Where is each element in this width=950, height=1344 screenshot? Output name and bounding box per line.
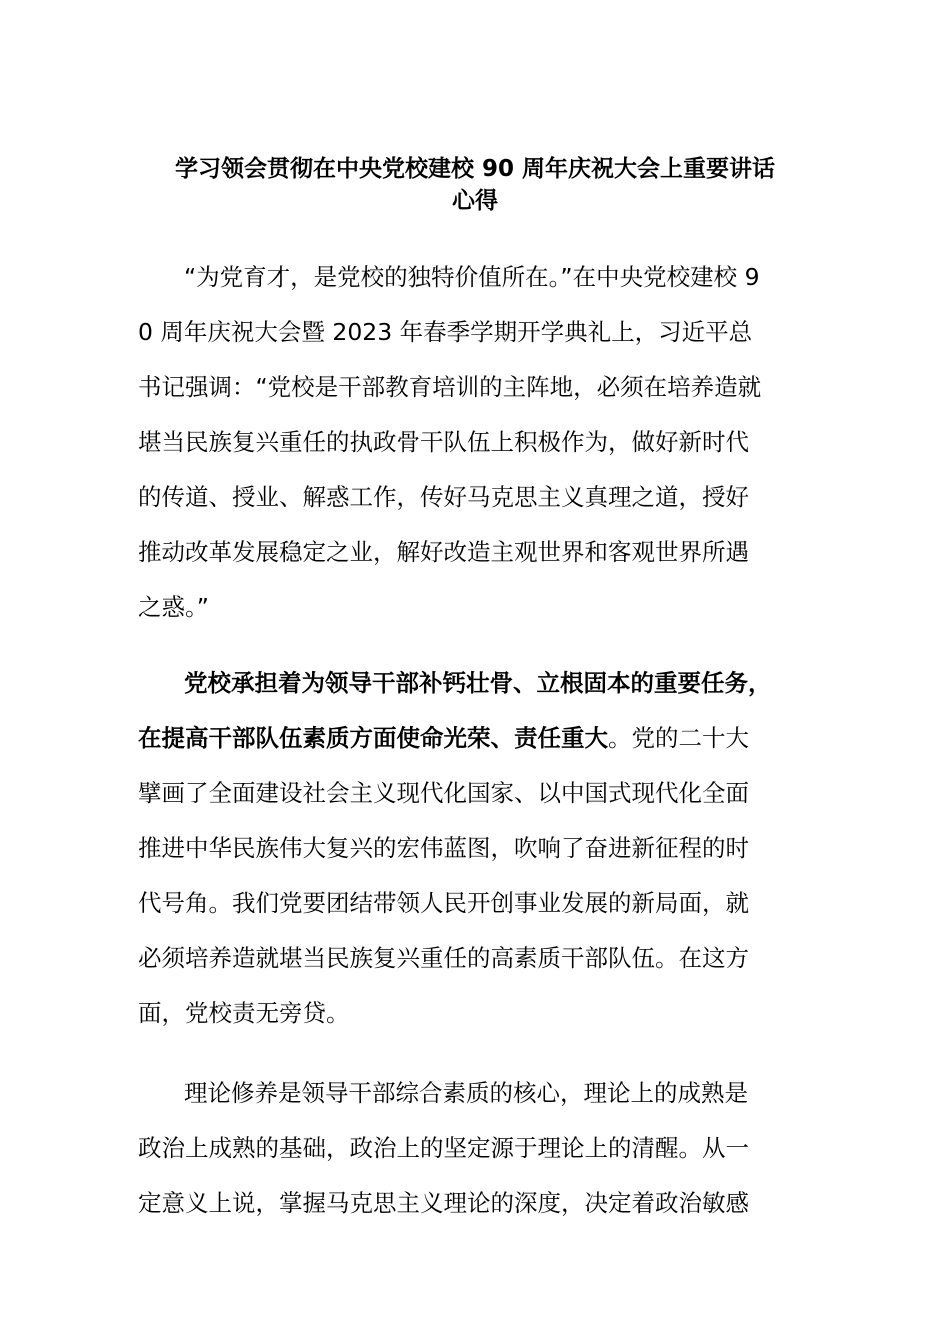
text-line: 代号角。我们党要团结带领人民开创事业发展的新局面，就: [138, 889, 749, 917]
text-line: 之惑。”: [138, 593, 209, 621]
paragraph-theory: [138, 1066, 818, 1231]
text-line: 必须培养造就堪当民族复兴重任的高素质干部队伍。在这方: [138, 944, 749, 972]
text-line: 擘画了全面建设社会主义现代化国家、以中国式现代化全面: [138, 779, 749, 807]
body-text: 。党的二十大: [608, 724, 749, 752]
title-line: 学习领会贯彻在中央党校建校 90 周年庆祝大会上重要讲话: [174, 156, 776, 182]
title-line: 心得: [452, 188, 498, 214]
bold-heading-text: 在提高干部队伍素质方面使命光荣、责任重大: [138, 724, 608, 752]
text-line: [138, 711, 818, 766]
text-line: 面，党校责无旁贷。: [138, 999, 350, 1027]
text-line: 0 周年庆祝大会暨 2023 年春季学期开学典礼上，习近平总: [138, 318, 753, 346]
document-title: [138, 153, 812, 217]
text-line: 政治上成熟的基础，政治上的坚定源于理论上的清醒。从一: [138, 1134, 749, 1162]
text-line: 推动改革发展稳定之业，解好改造主观世界和客观世界所遇: [138, 538, 749, 566]
text-line: “为党育才，是党校的独特价值所在。”在中央党校建校 9: [184, 263, 760, 291]
text-line: 定意义上说，掌握马克思主义理论的深度，决定着政治敏感: [138, 1189, 749, 1217]
text-line: 书记强调：“党校是干部教育培训的主阵地，必须在培养造就: [138, 373, 762, 401]
text-line: 堪当民族复兴重任的执政骨干队伍上积极作为，做好新时代: [138, 428, 749, 456]
paragraph-quote: [138, 250, 818, 635]
text-line: 理论修养是领导干部综合素质的核心，理论上的成熟是: [184, 1079, 748, 1107]
bold-heading-line: 党校承担着为领导干部补钙壮骨、立根固本的重要任务，: [184, 669, 772, 697]
paragraph-party-school-duty: [138, 656, 818, 1041]
text-line: 的传道、授业、解惑工作，传好马克思主义真理之道，授好: [138, 483, 749, 511]
text-line: 推进中华民族伟大复兴的宏伟蓝图，吹响了奋进新征程的时: [138, 834, 749, 862]
